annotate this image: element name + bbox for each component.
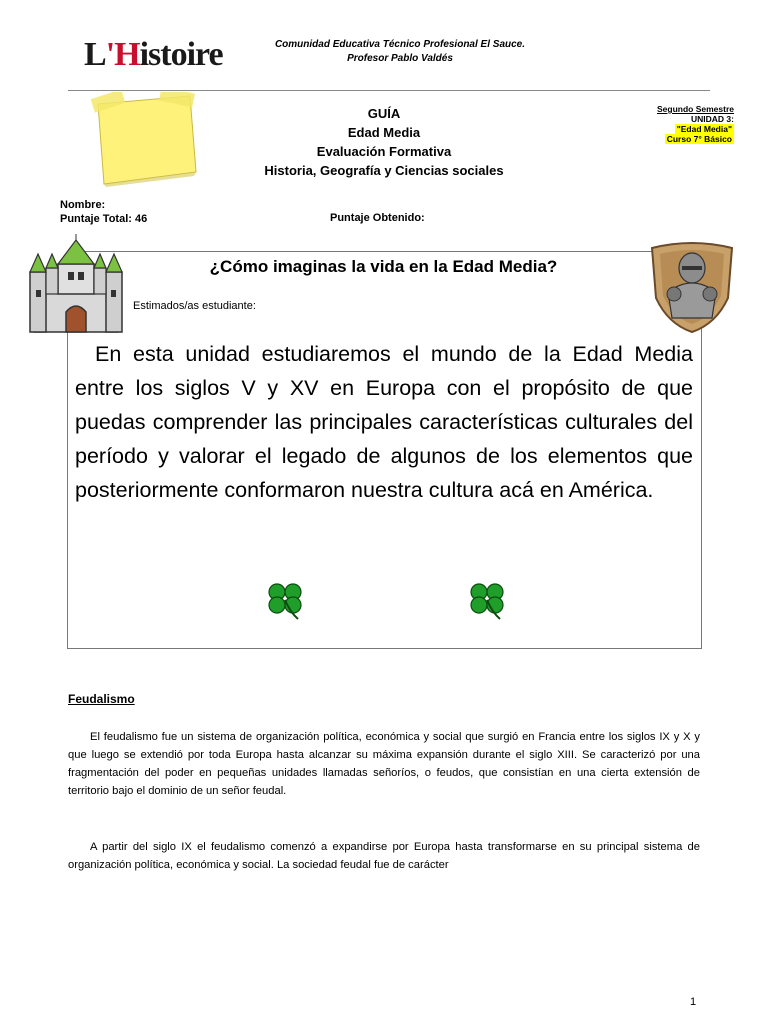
paragraph-1: El feudalismo fue un sistema de organización política, económica y social que surgió en Francia entre los siglos IX y X y que luego se extendió por toda Europa hasta alcanzar su máxima expansión durante el siglo XIII. Se caracterizó por una fragmentación del poder en pequeñas unidades llamadas señoríos, o feudos, que consistían en una cierta extensión de territorio bajo el dominio de un señor feudal. xyxy=(68,731,700,797)
title-edad-media: Edad Media xyxy=(347,125,421,140)
intro-question: ¿Cómo imaginas la vida en la Edad Media? xyxy=(209,257,558,276)
section-title-feudalismo: Feudalismo xyxy=(68,692,135,706)
knight-shield-icon xyxy=(646,238,738,334)
unit-name: "Edad Media" xyxy=(676,124,732,134)
paragraph-2: A partir del siglo IX el feudalismo comenzó a expandirse por Europa hasta transformarse en su principal sistema de organización política, económica y social. La sociedad feudal fue de carácter xyxy=(68,841,700,871)
student-fields xyxy=(60,198,147,226)
name-field-label: Nombre: xyxy=(60,199,106,211)
teacher-name: Profesor Pablo Valdés xyxy=(347,53,453,64)
title-evaluacion: Evaluación Formativa xyxy=(316,144,452,159)
clover-icon xyxy=(462,578,512,620)
clover-icon xyxy=(260,578,310,620)
unit-label: UNIDAD 3: xyxy=(691,114,734,124)
school-name: Comunidad Educativa Técnico Profesional El Sauce. xyxy=(274,39,526,50)
semester-label: Segundo Semestre xyxy=(657,104,734,114)
guide-title xyxy=(234,104,534,180)
castle-icon xyxy=(28,234,124,334)
school-header xyxy=(230,38,570,66)
intro-paragraph: En esta unidad estudiaremos el mundo de la Edad Media entre los siglos V y XV en Europa con el propósito de que puedas comprender las principales características culturales del período y valorar el legado de algunos de los elementos que posteriormente conformaron nuestra cultura acá en América. xyxy=(75,342,693,502)
title-subject: Historia, Geografía y Ciencias sociales xyxy=(264,163,504,178)
historia-logo: L'Histoire xyxy=(84,36,223,73)
greeting-text: Estimados/as estudiante: xyxy=(133,300,256,312)
course-label: Curso 7° Básico xyxy=(666,134,732,144)
title-guia: GUÍA xyxy=(367,106,401,121)
sticky-note-image xyxy=(90,92,200,187)
total-score-label: Puntaje Total: 46 xyxy=(60,213,148,225)
header-divider xyxy=(68,90,710,91)
semester-info xyxy=(600,104,734,144)
page-number: 1 xyxy=(690,996,697,1008)
obtained-score-label: Puntaje Obtenido: xyxy=(330,212,425,224)
